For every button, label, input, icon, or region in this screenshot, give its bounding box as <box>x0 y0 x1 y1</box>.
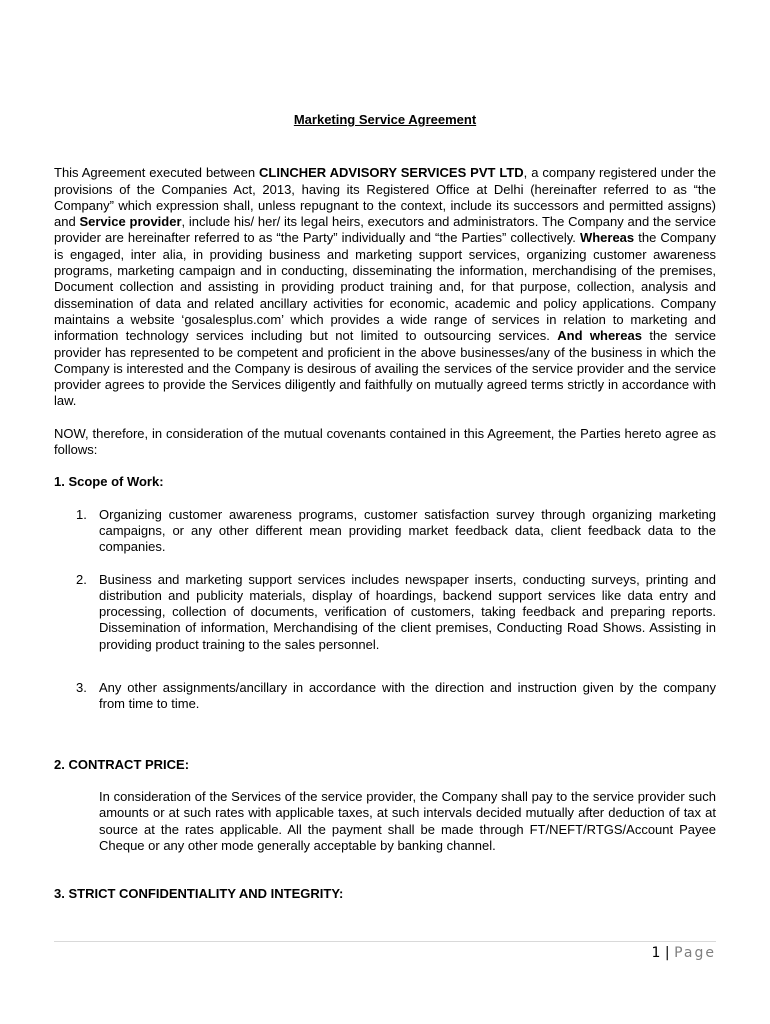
list-item-number: 2. <box>76 571 87 587</box>
document-body <box>54 112 716 902</box>
intro-text-2: , a company registered under the provisions of the Companies Act, 2013, having its Registered Office at Delhi (hereinafter referred to as “the Company” which expression shall, unless repugnant to the context, include its successors and permitted assigns) and <box>54 165 716 230</box>
list-item <box>76 506 716 556</box>
now-therefore-paragraph: NOW, therefore, in consideration of the mutual covenants contained in this Agreement, the Parties hereto agree as follows: <box>54 425 716 458</box>
section-1-heading: 1. Scope of Work: <box>54 474 164 490</box>
page-footer <box>652 944 716 962</box>
list-item <box>76 680 716 713</box>
list-item-text: Business and marketing support services includes newspaper inserts, conducting surveys, printing and distribution and publicity materials, display of hoardings, backend support services like data entry and processing, collection of documents, verification of customers, taking feedback and preparing reports. Dissemination of information, Merchandising of the client premises, Conducting Road Shows. Assisting in providing product training to the sales personnel. <box>99 571 716 652</box>
intro-text-3: , include his/ her/ its legal heirs, executors and administrators. The Company and the service provider are hereinafter referred to as “the Party” individually and “the Parties” collectively. <box>54 214 716 246</box>
section-3-heading: 3. STRICT CONFIDENTIALITY AND INTEGRITY: <box>54 886 344 902</box>
list-item-number: 1. <box>76 506 87 522</box>
list-item-text: Any other assignments/ancillary in accordance with the direction and instruction given by the company from time to time. <box>99 680 716 712</box>
and-whereas-term: And whereas <box>557 328 642 344</box>
list-item-number: 3. <box>76 680 87 696</box>
list-item <box>76 571 716 653</box>
intro-text-1: This Agreement executed between <box>54 165 260 181</box>
document-title: Marketing Service Agreement <box>293 112 477 127</box>
contract-price-paragraph: In consideration of the Services of the service provider, the Company shall pay to the service provider such amounts or at such rates with applicable taxes, at such intervals decided mutually after deduction of tax at source at the rates applicable. All the payment shall be made through FT/NEFT/RTGS/Account Payee Cheque or any other mode generally acceptable by banking channel. <box>99 788 716 853</box>
intro-text-5: the service provider has represented to be competent and proficient in the above businesses/any of the business in which the Company is interested and the Company is desirous of availing the services of the service provider and the service provider agrees to provide the Services diligently and faithfully on mutually agreed terms strictly in accordance with law. <box>54 328 716 409</box>
footer-divider <box>54 941 716 942</box>
section-2-heading: 2. CONTRACT PRICE: <box>54 756 190 772</box>
intro-paragraph <box>54 165 716 409</box>
service-provider-term: Service provider <box>79 214 182 230</box>
list-item-text: Organizing customer awareness programs, customer satisfaction survey through organizing marketing campaigns, or any other different mean providing market feedback data, client feedback data to the companies. <box>99 506 716 555</box>
page-number: 1 <box>651 945 661 961</box>
page-label: Page <box>674 945 716 961</box>
intro-text-4: the Company is engaged, inter alia, in providing business and marketing support services, organizing customer awareness programs, marketing campaign and in conducting, disseminating the information, merchandising of the premises, Document collection and assisting in providing product training and, for that purpose, collection, analysis and dissemination of data and related ancillary activities for economic, academic and policy applications. Company maintains a website ‘gosalesplus.com’ which provides a wide range of services in relation to marketing and information technology services including but not limited to outsourcing services. <box>54 230 717 344</box>
scope-of-work-list <box>54 507 716 713</box>
whereas-term: Whereas <box>579 230 635 246</box>
footer-separator: | <box>664 945 670 961</box>
company-name: CLINCHER ADVISORY SERVICES PVT LTD <box>259 165 524 181</box>
